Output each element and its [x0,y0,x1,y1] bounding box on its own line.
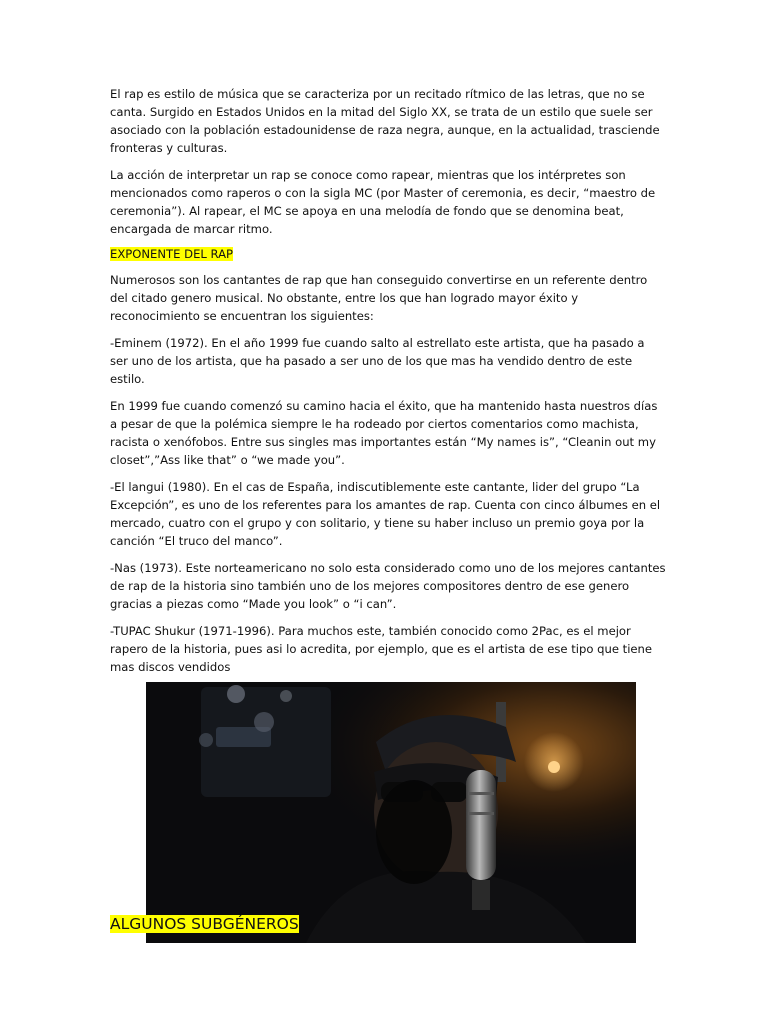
paragraph-nas: -Nas (1973). Este norteamericano no solo esta considerado como uno de los mejores cantantes de rap de la historia sino también uno de los mejores compositores dentro de ese genero gracias a piezas como “Made you look” o “i can”. [110,561,666,611]
paragraph-intro: El rap es estilo de música que se caracteriza por un recitado rítmico de las letras, que no se canta. Surgido en Estados Unidos en la mitad del Siglo XX, se trata de un estilo que suele ser asociado con la población estadounidense de raza negra, aunque, en la actualidad, trasciende fronteras y culturas. [110,87,660,155]
highlighted-subheading-text: ALGUNOS SUBGÉNEROS [110,915,299,933]
paragraph-rapear: La acción de interpretar un rap se conoce como rapear, mientras que los intérpretes son mencionados como raperos o con la sigla MC (por Master of ceremonia, es decir, “maestro de ceremonia”). Al rapear, el MC se apoya en una melodía de fondo que se denomina beat, encargada de marcar ritmo. [110,168,656,236]
paragraph-langui: -El langui (1980). En el cas de España, indiscutiblemente este cantante, lider del grupo “La Excepción”, es uno de los referentes para los amantes de rap. Cuenta con cinco álbumes en el mercado, cuatro con el grupo y con solitario, y tiene su haber incluso un premio goya por la canción “El truco del manco”. [110,480,661,548]
rapper-studio-photo [146,682,636,943]
paragraph-eminem-2: En 1999 fue cuando comenzó su camino hacia el éxito, que ha mantenido hasta nuestros días a pesar de que la polémica siempre le ha rodeado por ciertos comentarios como machista, racista o xenófobos. Entre sus singles mas importantes están “My names is”, “Cleanin out my closet”,”Ass like that” o “we made you”. [110,399,658,467]
section-heading-exponente [110,247,666,262]
paragraph-numerosos: Numerosos son los cantantes de rap que han conseguido convertirse en un referente dentro del citado genero musical. No obstante, entre los que han logrado mayor éxito y reconocimiento se encuentran los siguientes: [110,273,648,323]
paragraph-tupac: -TUPAC Shukur (1971-1996). Para muchos este, también conocido como 2Pac, es el mejor rapero de la historia, pues asi lo acredita, por ejemplo, que es el artista de ese tipo que tiene mas discos vendidos [110,624,653,674]
highlighted-heading-text: EXPONENTE DEL RAP [110,247,234,261]
section-heading-subgeneros [110,914,299,934]
paragraph-eminem: -Eminem (1972). En el año 1999 fue cuando salto al estrellato este artista, que ha pasado a ser uno de los artista, que ha pasado a ser uno de los que mas ha vendido dentro de este estilo. [110,336,645,386]
document-body [110,85,666,685]
